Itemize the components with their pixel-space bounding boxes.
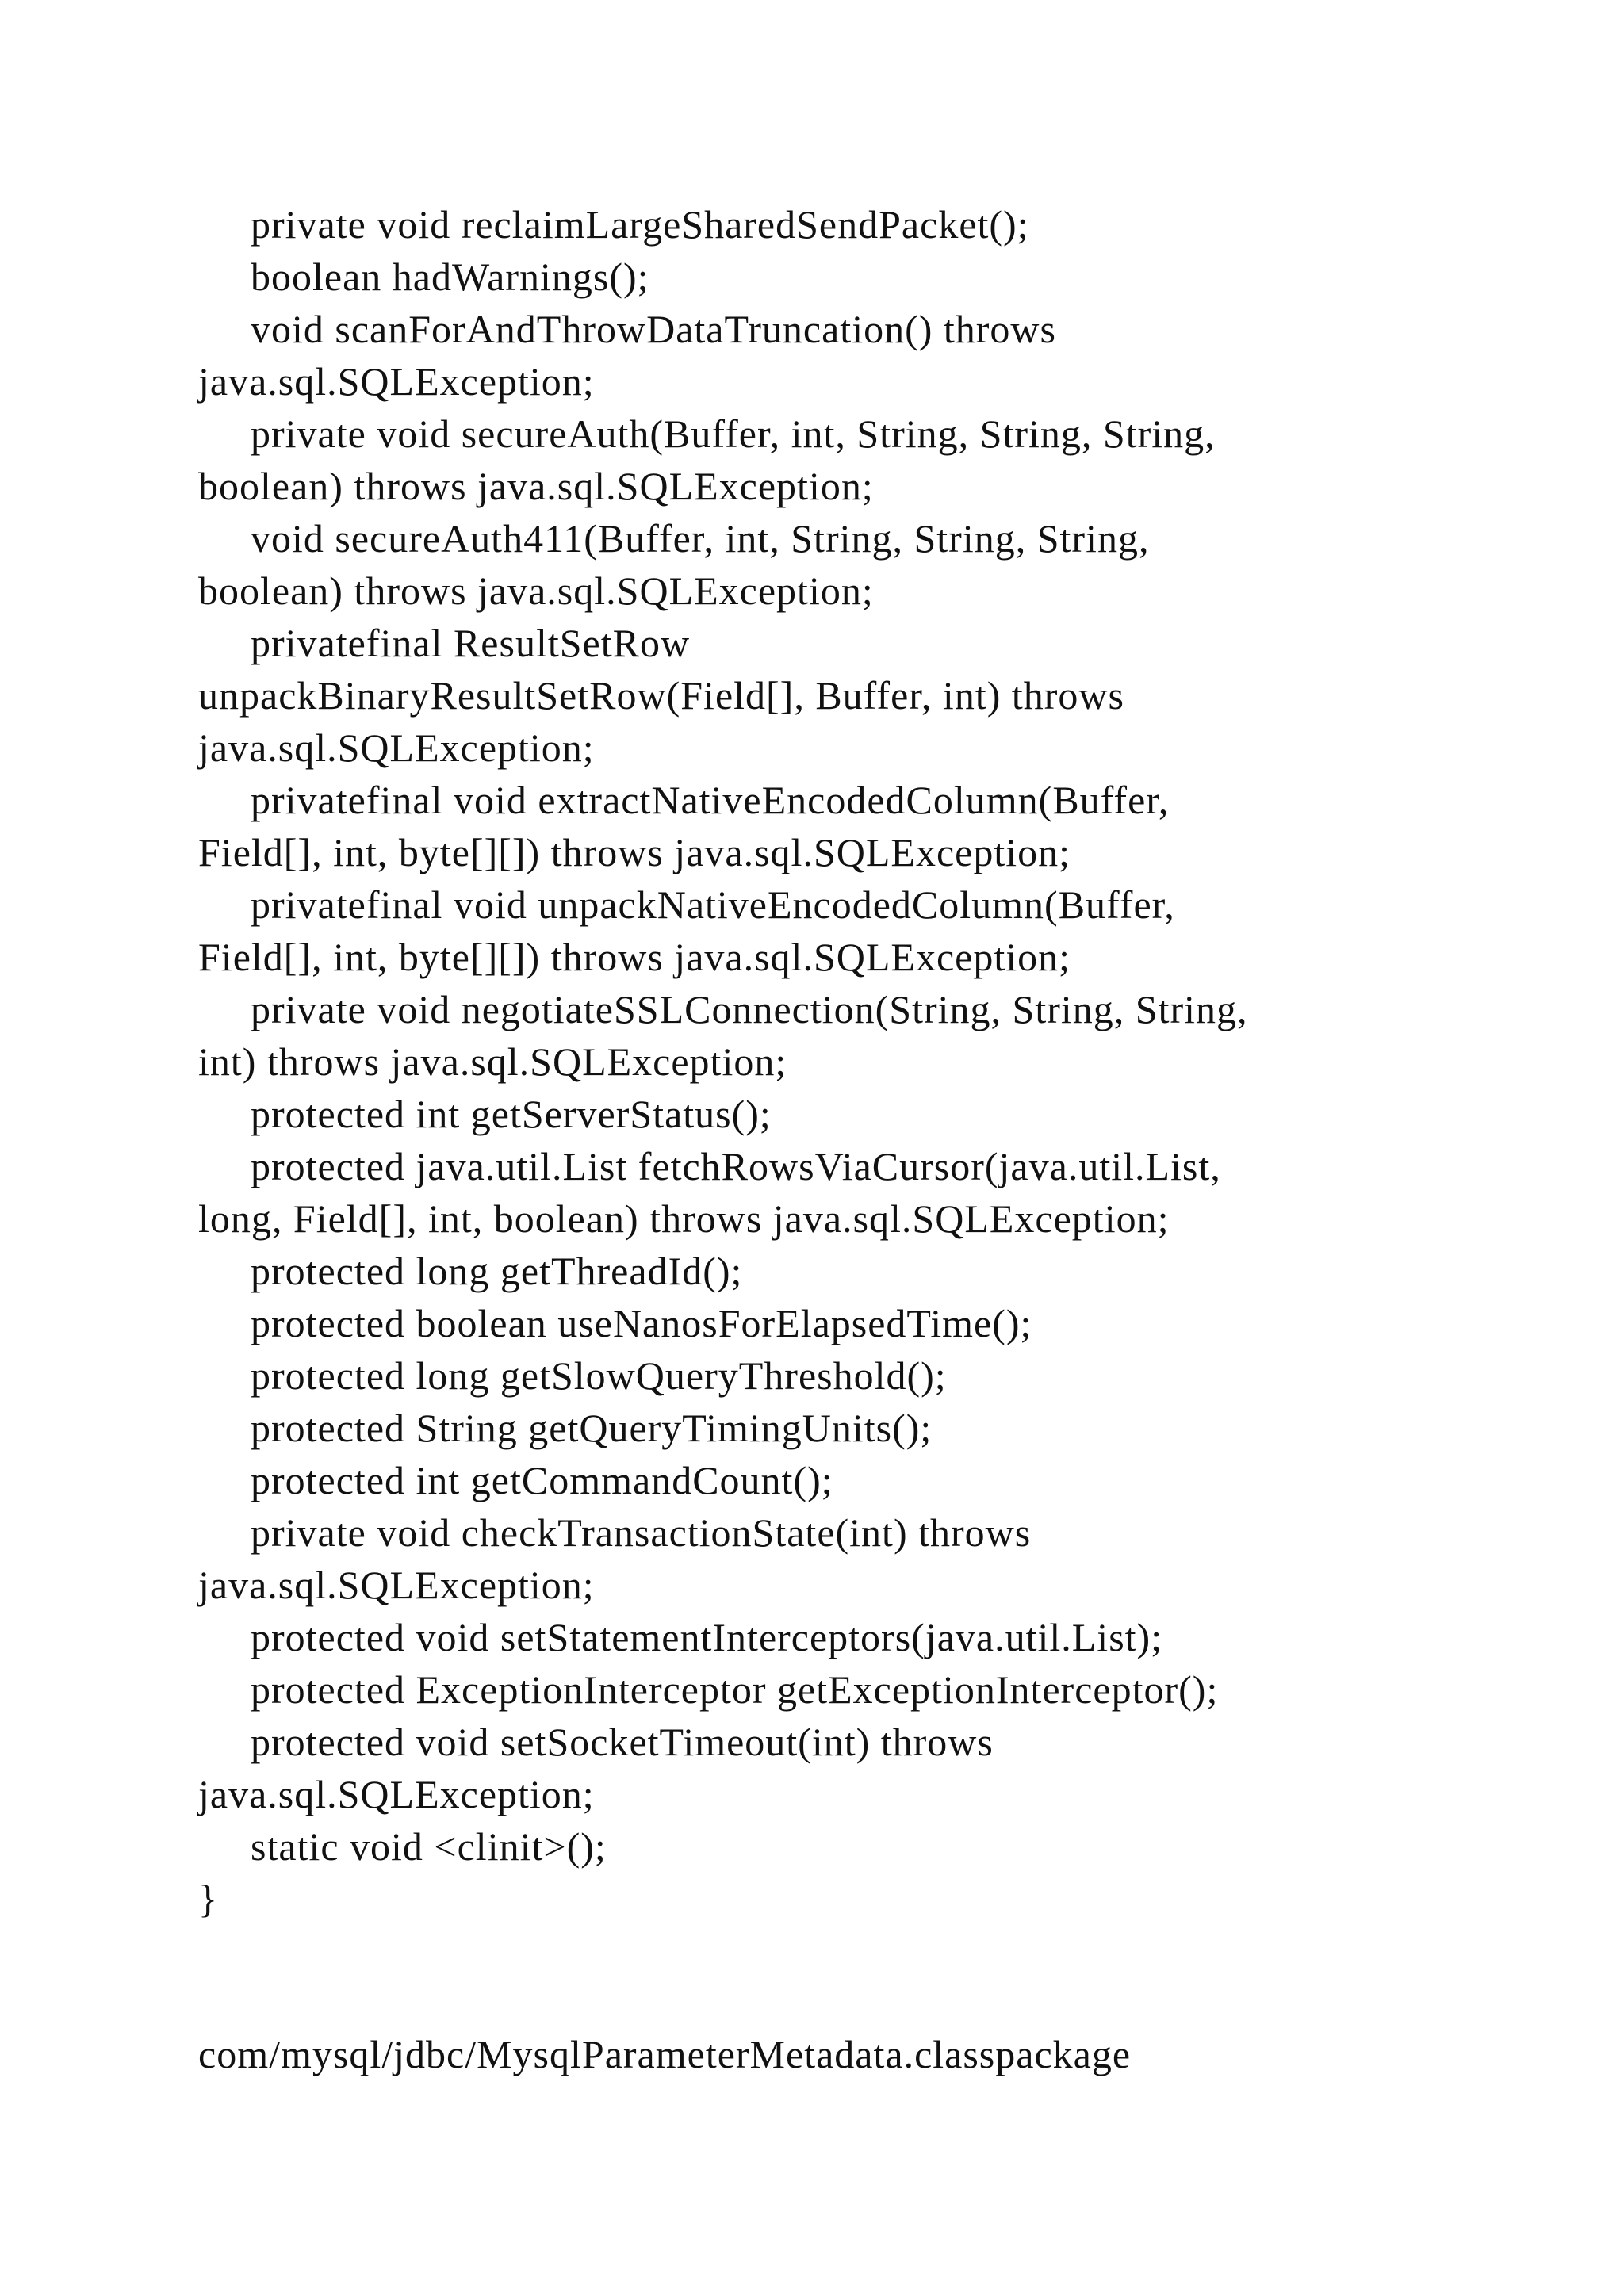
code-line: Field[], int, byte[][]) throws java.sql.SQLException; [198,830,1071,874]
code-line: protected java.util.List fetchRowsViaCursor(java.util.List, [251,1144,1221,1188]
code-line: java.sql.SQLException; [198,359,595,404]
code-line: java.sql.SQLException; [198,1772,595,1816]
code-line: protected int getServerStatus(); [251,1092,772,1136]
code-line: void secureAuth411(Buffer, int, String, String, String, [251,516,1150,561]
code-line: privatefinal void extractNativeEncodedColumn(Buffer, [251,778,1170,822]
code-line: boolean hadWarnings(); [251,254,649,299]
code-line: int) throws java.sql.SQLException; [198,1039,787,1084]
code-line: protected long getThreadId(); [251,1249,743,1293]
code-line: privatefinal void unpackNativeEncodedColumn(Buffer, [251,882,1175,927]
code-line: protected ExceptionInterceptor getExceptionInterceptor(); [251,1667,1219,1712]
code-line: private void reclaimLargeSharedSendPacket(); [251,202,1029,247]
code-line: private void secureAuth(Buffer, int, String, String, String, [251,411,1216,456]
code-line: static void <clinit>(); [251,1824,607,1869]
code-line: protected long getSlowQueryThreshold(); [251,1353,947,1398]
code-line: private void negotiateSSLConnection(String, String, String, [251,987,1248,1031]
code-line: java.sql.SQLException; [198,725,595,770]
code-line: long, Field[], int, boolean) throws java.sql.SQLException; [198,1196,1170,1241]
code-line: private void checkTransactionState(int) throws [251,1510,1032,1555]
code-line: boolean) throws java.sql.SQLException; [198,464,874,508]
code-line: protected void setSocketTimeout(int) throws [251,1720,994,1764]
code-line: privatefinal ResultSetRow [251,621,691,665]
code-line: java.sql.SQLException; [198,1563,595,1607]
code-listing [198,198,1467,1925]
class-file-path: com/mysql/jdbc/MysqlParameterMetadata.classpackage [198,2032,1132,2076]
code-line: Field[], int, byte[][]) throws java.sql.SQLException; [198,935,1071,979]
closing-brace: } [198,1877,218,1921]
code-line: protected void setStatementInterceptors(java.util.List); [251,1615,1163,1659]
code-line: protected String getQueryTimingUnits(); [251,1406,933,1450]
code-line: protected boolean useNanosForElapsedTime(); [251,1301,1032,1345]
code-line: protected int getCommandCount(); [251,1458,833,1502]
code-line: boolean) throws java.sql.SQLException; [198,568,874,613]
code-line: void scanForAndThrowDataTruncation() throws [251,307,1056,351]
code-line: unpackBinaryResultSetRow(Field[], Buffer, int) throws [198,673,1124,718]
